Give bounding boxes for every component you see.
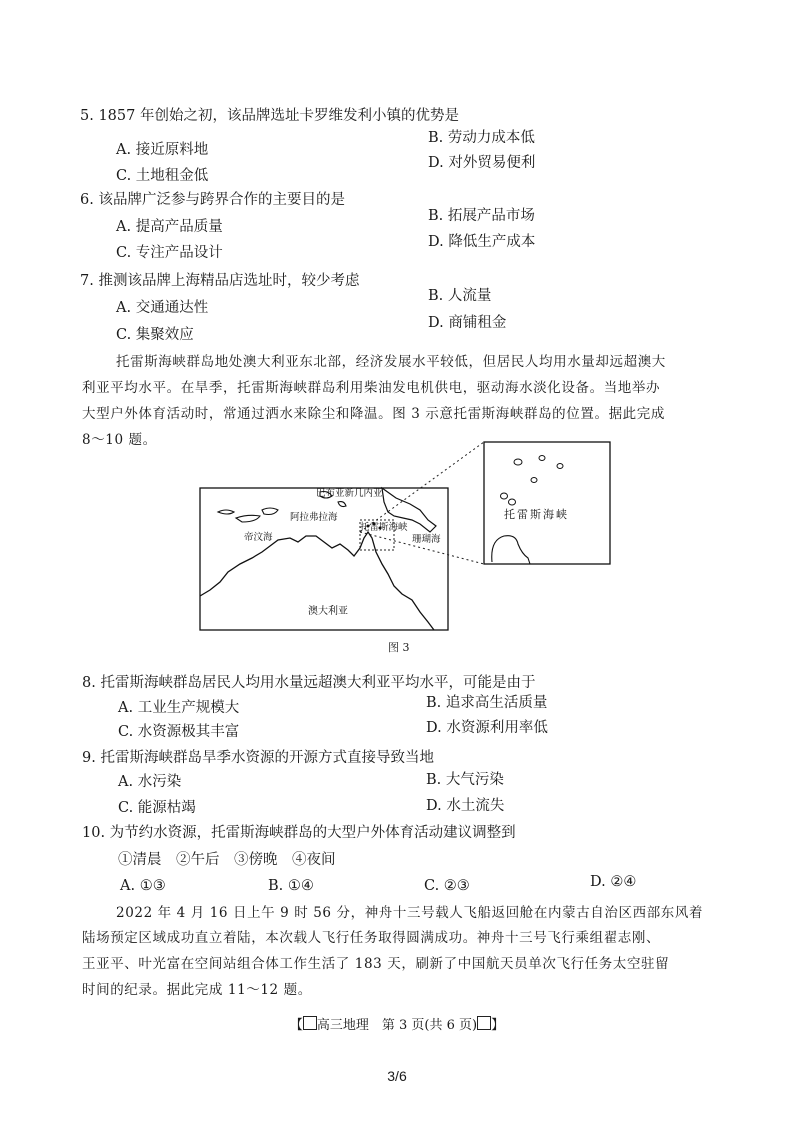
page-footer [0,1016,794,1035]
q10-option-b: B. ①④ [268,878,314,894]
passage2-line-1: 2022 年 4 月 16 日上午 9 时 56 分，神舟十三号载人飞船返回舱在内蒙古自治区西部东风着 [116,905,704,921]
label-australia: 澳大利亚 [308,606,348,617]
label-timor: 帝汶海 [244,532,273,543]
passage1-line-1: 托雷斯海峡群岛地处澳大利亚东北部，经济发展水平较低，但居民人均用水量却远超澳大 [116,354,666,370]
q9-option-b: B. 大气污染 [426,772,504,788]
q10-option-d: D. ②④ [590,874,637,890]
passage1-line-4: 8～10 题。 [82,432,157,448]
q8-option-a: A. 工业生产规模大 [118,700,240,716]
q8-option-d: D. 水资源利用率低 [426,720,548,736]
q10-option-c: C. ②③ [424,878,470,894]
q5-option-c: C. 土地租金低 [116,168,209,184]
footer-bracket-right: 】 [491,1018,505,1033]
inset-island-3 [557,464,563,469]
label-png: 巴布亚新几内亚 [316,488,383,499]
inset-cape-york-coast [492,536,530,564]
label-coral: 珊瑚海 [412,534,441,545]
passage2-line-2: 陆场预定区域成功直立着陆，本次载人飞行任务取得圆满成功。神舟十三号飞行乘组翟志刚、 [82,930,661,946]
q5-option-b: B. 劳动力成本低 [428,130,535,146]
passage1-line-2: 利亚平均水平。在旱季，托雷斯海峡群岛利用柴油发电机供电，驱动海水淡化设备。当地举办 [82,380,661,396]
q6-option-a: A. 提高产品质量 [116,219,223,235]
passage2-line-3: 王亚平、叶光富在空间站组合体工作生活了 183 天，刷新了中国航天员单次飞行任务太空驻留 [82,956,670,972]
q9-option-d: D. 水土流失 [426,798,505,814]
label-arafura: 阿拉弗拉海 [290,512,338,523]
q10-option-a: A. ①③ [120,878,166,894]
figure-caption: 图 3 [388,641,410,654]
passage1-line-3: 大型户外体育活动时，常通过洒水来除尘和降温。图 3 示意托雷斯海峡群岛的位置。据此完成 [82,406,665,422]
island-2 [236,515,260,522]
q9-option-c: C. 能源枯竭 [118,800,196,816]
q8-option-c: C. 水资源极其丰富 [118,724,240,740]
footer-bracket-left: 【 [289,1018,303,1033]
q7-option-d: D. 商铺租金 [428,315,507,331]
label-inset: 托雷斯海峡 [504,508,569,521]
q8-option-b: B. 追求高生活质量 [426,695,548,711]
q7-stem: 7. 推测该品牌上海精品店选址时，较少考虑 [80,273,360,289]
q6-stem: 6. 该品牌广泛参与跨界合作的主要目的是 [80,192,345,208]
q8-stem: 8. 托雷斯海峡群岛居民人均用水量远超澳大利亚平均水平，可能是由于 [82,675,536,691]
inset-island-6 [509,499,516,505]
connector-line-top [360,442,484,532]
q7-option-a: A. 交通通达性 [116,300,209,316]
inset-map-frame [484,442,610,564]
inset-island-2 [539,456,545,461]
island-3 [262,508,278,515]
q6-option-d: D. 降低生产成本 [428,234,536,250]
q5-option-a: A. 接近原料地 [116,142,209,158]
inset-island-1 [514,459,522,465]
q10-choices: ①清晨 ②午后 ③傍晚 ④夜间 [118,852,336,868]
island-1 [218,510,234,514]
q5-option-d: D. 对外贸易便利 [428,155,536,171]
q7-option-c: C. 集聚效应 [116,327,194,343]
page-number: 3/6 [387,1068,407,1084]
q6-option-b: B. 拓展产品市场 [428,208,535,224]
torres-strait-map [198,440,618,640]
q9-option-a: A. 水污染 [118,774,182,790]
label-torres: 托雷斯海峡 [360,522,408,533]
q5-stem: 5. 1857 年创始之初，该品牌选址卡罗维发利小镇的优势是 [80,108,459,124]
q6-option-c: C. 专注产品设计 [116,245,223,261]
q7-option-b: B. 人流量 [428,288,492,304]
island-5 [338,502,346,507]
inset-island-4 [531,478,537,483]
q9-stem: 9. 托雷斯海峡群岛旱季水资源的开源方式直接导致当地 [82,750,434,766]
footer-box-left [303,1016,317,1030]
inset-island-5 [501,493,508,499]
q10-stem: 10. 为节约水资源，托雷斯海峡群岛的大型户外体育活动建议调整到 [82,825,516,841]
passage2-line-4: 时间的纪录。据此完成 11～12 题。 [82,982,312,998]
footer-label: 高三地理 第 3 页(共 6 页) [316,1018,478,1033]
footer-box-right [477,1016,491,1030]
